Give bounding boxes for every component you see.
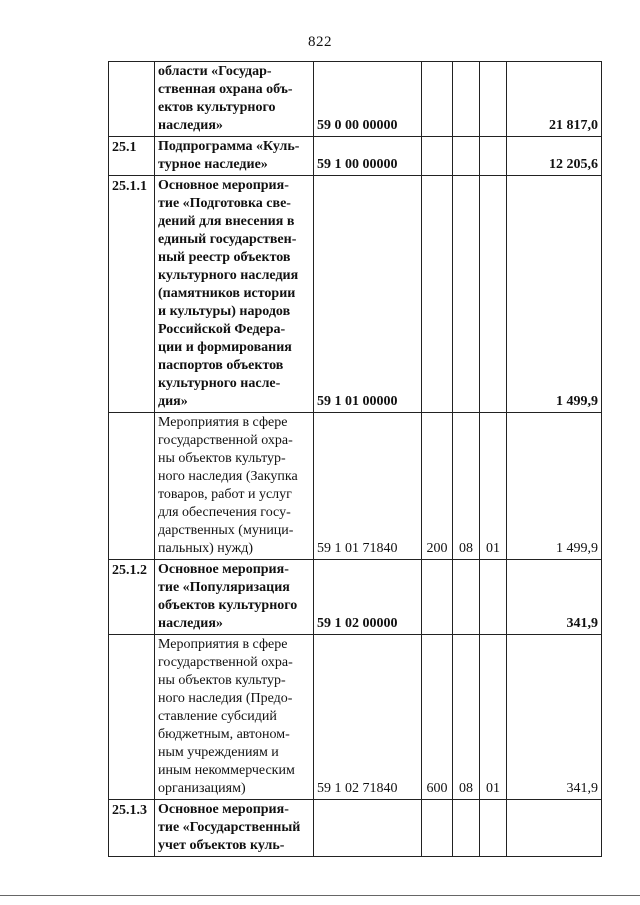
row-amount [507,800,602,857]
row-target-article: 59 1 01 71840 [314,413,422,560]
row-expense-type [422,176,453,413]
row-expense-type [422,800,453,857]
budget-table-body [109,62,602,857]
row-amount: 341,9 [507,560,602,635]
row-expense-type [422,560,453,635]
row-target-article: 59 0 00 00000 [314,62,422,137]
table-row [109,560,602,635]
row-target-article [314,800,422,857]
row-subsection [480,560,507,635]
row-section: 08 [453,413,480,560]
row-section [453,800,480,857]
row-subsection [480,800,507,857]
row-name: Подпрограмма «Куль- турное наследие» [155,137,314,176]
row-name: Основное мероприя- тие «Государственный учет объектов куль- [155,800,314,857]
footer-divider [0,895,640,896]
row-name: Основное мероприя- тие «Подготовка све- дений для внесения в единый государствен- ный реестр объектов культурного наследия (памятников истории и культуры) народов Российской Федера- ции и формирования паспортов объектов культурного насле- дия» [155,176,314,413]
row-section [453,176,480,413]
row-name: Мероприятия в сфере государственной охра- ны объектов культур- ного наследия (Закупка товаров, работ и услуг для обеспечения госу- дарственных (муници- пальных) нужд) [155,413,314,560]
row-target-article: 59 1 02 00000 [314,560,422,635]
row-number [109,62,155,137]
row-number: 25.1.2 [109,560,155,635]
row-subsection: 01 [480,413,507,560]
row-expense-type [422,137,453,176]
row-name: Основное мероприя- тие «Популяризация объектов культурного наследия» [155,560,314,635]
row-name: области «Государ- ственная охрана объ- ектов культурного наследия» [155,62,314,137]
row-subsection [480,137,507,176]
row-number: 25.1.1 [109,176,155,413]
budget-table [108,61,602,857]
row-target-article: 59 1 00 00000 [314,137,422,176]
row-number: 25.1 [109,137,155,176]
row-number [109,635,155,800]
table-row [109,413,602,560]
table-row [109,635,602,800]
row-amount: 12 205,6 [507,137,602,176]
table-row [109,800,602,857]
table-row [109,176,602,413]
row-section: 08 [453,635,480,800]
row-subsection [480,176,507,413]
row-subsection: 01 [480,635,507,800]
table-row [109,62,602,137]
row-amount: 1 499,9 [507,176,602,413]
row-amount: 21 817,0 [507,62,602,137]
row-subsection [480,62,507,137]
page-number: 822 [308,34,332,50]
row-expense-type [422,62,453,137]
row-name: Мероприятия в сфере государственной охра- ны объектов культур- ного наследия (Предо- ставление субсидий бюджетным, автоном- ным учреждениям и иным некоммерческим организациям) [155,635,314,800]
row-amount: 1 499,9 [507,413,602,560]
row-expense-type: 200 [422,413,453,560]
row-section [453,62,480,137]
row-target-article: 59 1 01 00000 [314,176,422,413]
row-expense-type: 600 [422,635,453,800]
row-section [453,137,480,176]
row-target-article: 59 1 02 71840 [314,635,422,800]
row-number: 25.1.3 [109,800,155,857]
row-amount: 341,9 [507,635,602,800]
row-number [109,413,155,560]
row-section [453,560,480,635]
table-row [109,137,602,176]
